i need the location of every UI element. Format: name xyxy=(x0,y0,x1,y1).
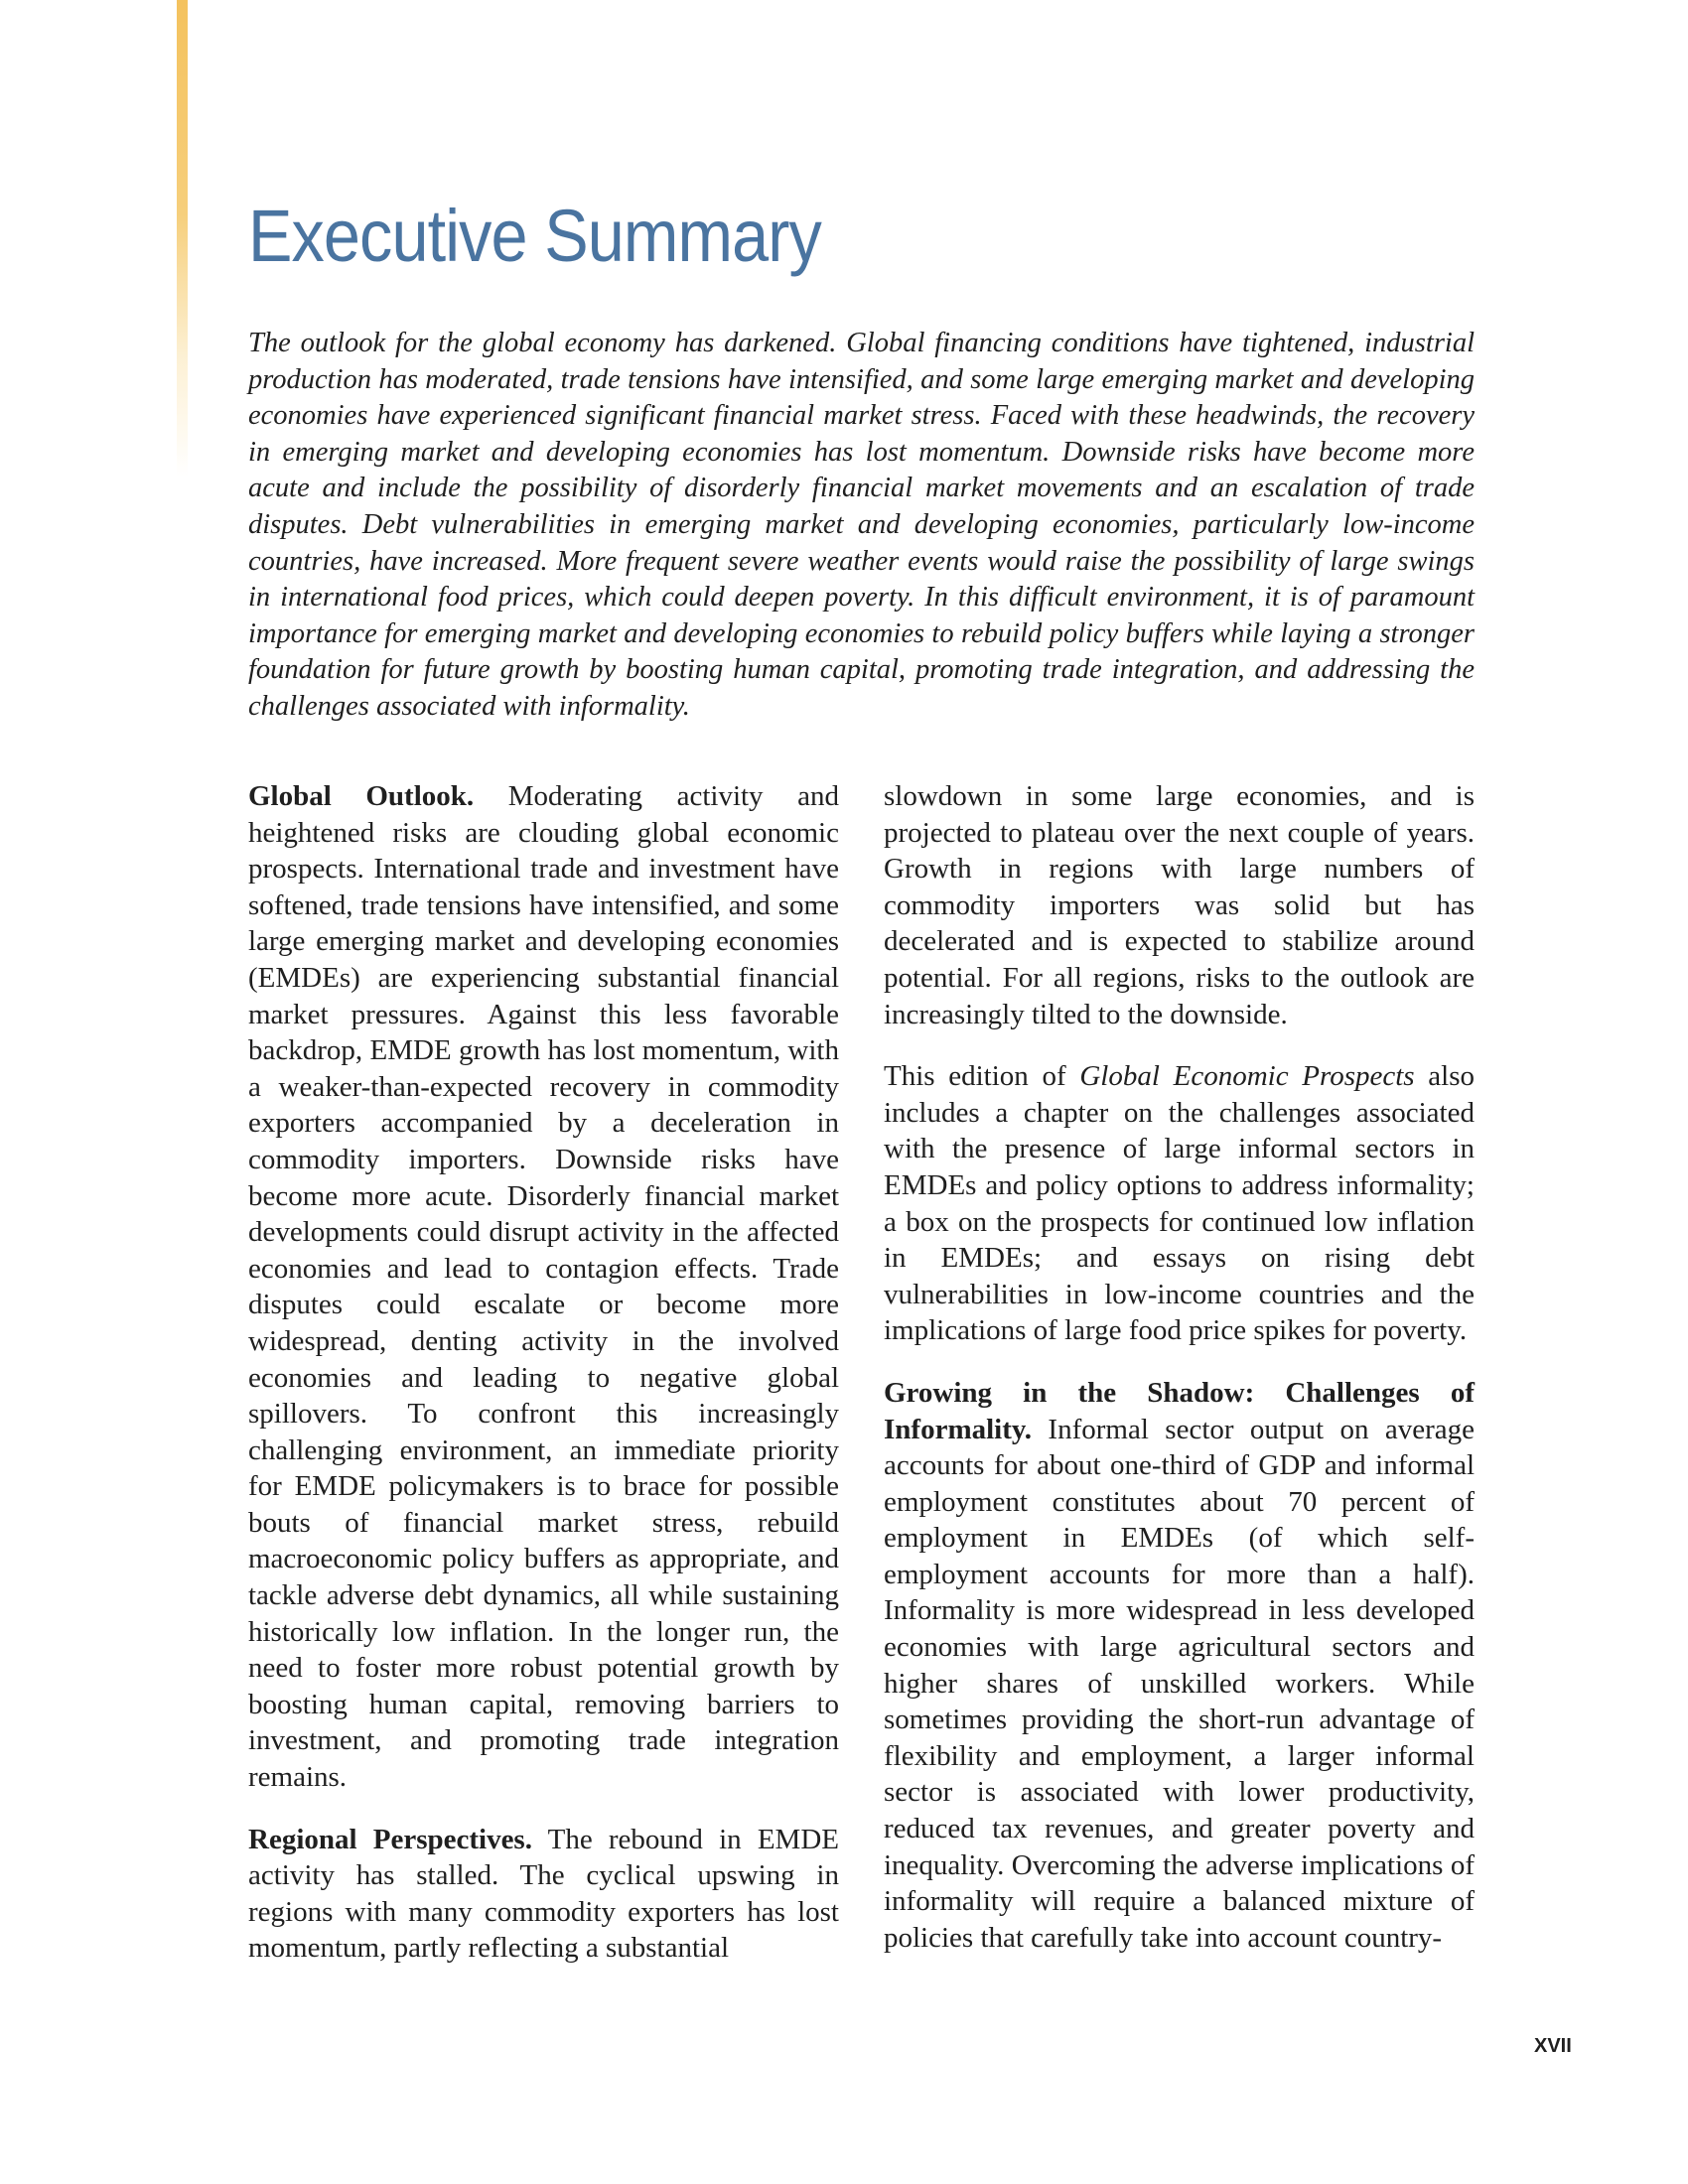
page-title: Executive Summary xyxy=(248,195,821,277)
this-edition-text-after: also includes a chapter on the challenges associated with the presence of large informal sectors in EMDEs and policy options to address informality; a box on the prospects for continued low inflation in EMDEs; and essays on rising debt vulnerabilities in low-income countries and the implications of large food price spikes for poverty. xyxy=(884,1060,1475,1347)
regional-perspectives-paragraph xyxy=(248,1822,839,1967)
right-column xyxy=(884,778,1475,1981)
informality-paragraph xyxy=(884,1375,1475,1957)
global-outlook-text: Moderating activity and heightened risks are clouding global economic prospects. International trade and investment have softened, trade tensions have intensified, and some large emerging market and developing economies (EMDEs) are experiencing substantial financial market pressures. Against this less favorable backdrop, EMDE growth has lost momentum, with a weaker-than-expected recovery in commodity exporters accompanied by a deceleration in commodity importers. Downside risks have become more acute. Disorderly financial market developments could disrupt activity in the affected economies and lead to contagion effects. Trade disputes could escalate or become more widespread, denting activity in the involved economies and leading to negative global spillovers. To confront this increasingly challenging environment, an immediate priority for EMDE policymakers is to brace for possible bouts of financial market stress, rebuild macroeconomic policy buffers as appropriate, and tackle adverse debt dynamics, all while sustaining historically low inflation. In the longer run, the need to foster more robust potential growth by boosting human capital, removing barriers to investment, and promoting trade integration remains. xyxy=(248,780,839,1794)
this-edition-paragraph xyxy=(884,1058,1475,1349)
regional-perspectives-text-left: The rebound in EMDE activity has stalled. The cyclical upswing in regions with many commodity exporters has lost momentum, partly reflecting a substantial xyxy=(248,1823,840,1965)
left-column xyxy=(248,778,839,1992)
regional-perspectives-heading: Regional Perspectives. xyxy=(248,1823,532,1855)
global-outlook-heading: Global Outlook. xyxy=(248,780,475,812)
regional-perspectives-continued: slowdown in some large economies, and is projected to plateau over the next couple of years. Growth in regions with large numbers of commodity importers was solid but has decelerated and is expected to stabilize around potential. For all regions, risks to the outlook are increasingly tilted to the downside. xyxy=(884,780,1475,1030)
informality-text: Informal sector output on average accounts for about one-third of GDP and informal employment constitutes about 70 percent of employment in EMDEs (of which self-employment accounts for more than a half). Informality is more widespread in less developed economies with large agricultural sectors and higher shares of unskilled workers. While sometimes providing the short-run advantage of flexibility and employment, a larger informal sector is associated with lower productivity, reduced tax revenues, and greater poverty and inequality. Overcoming the adverse implications of informality will require a balanced mixture of policies that carefully take into account country- xyxy=(884,1413,1475,1954)
accent-bar xyxy=(177,0,188,477)
this-edition-text-before: This edition of xyxy=(884,1060,1080,1093)
page-number: XVII xyxy=(1534,2035,1572,2057)
informality-heading: Growing in the Shadow: Challenges of Informality. xyxy=(884,1376,1475,1445)
publication-title: Global Economic Prospects xyxy=(1079,1060,1415,1093)
global-outlook-paragraph xyxy=(248,778,839,1796)
intro-paragraph: The outlook for the global economy has darkened. Global financing conditions have tightened, industrial production has moderated, trade tensions have intensified, and some large emerging market and developing economies have experienced significant financial market stress. Faced with these headwinds, the recovery in emerging market and developing economies has lost momentum. Downside risks have become more acute and include the possibility of disorderly financial market movements and an escalation of trade disputes. Debt vulnerabilities in emerging market and developing economies, particularly low-income countries, have increased. More frequent severe weather events would raise the possibility of large swings in international food prices, which could deepen poverty. In this difficult environment, it is of paramount importance for emerging market and developing economies to rebuild policy buffers while laying a stronger foundation for future growth by boosting human capital, promoting trade integration, and addressing the challenges associated with informality. xyxy=(248,328,1475,722)
